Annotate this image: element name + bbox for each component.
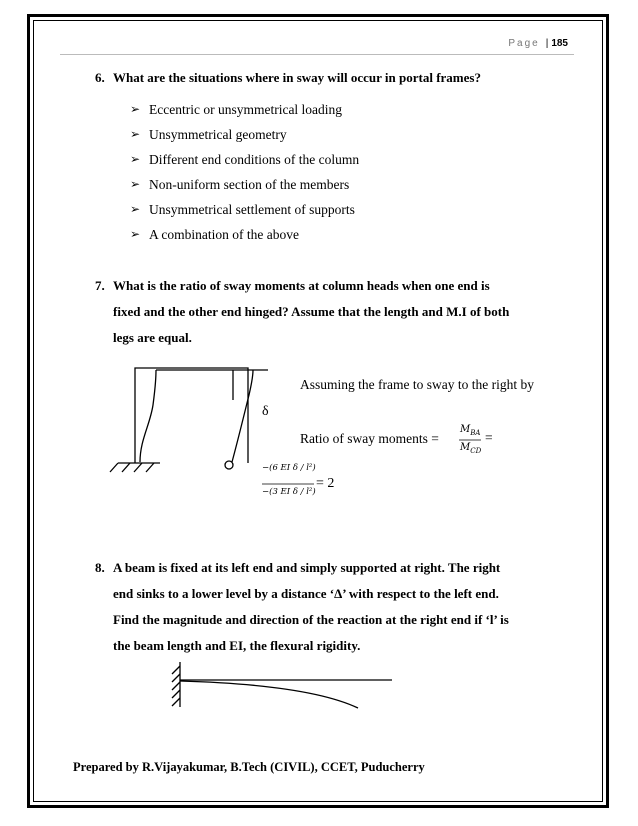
list-item: ➢ Eccentric or unsymmetrical loading <box>130 97 359 122</box>
page-separator: | <box>545 38 549 49</box>
footer-credit: Prepared by R.Vijayakumar, B.Tech (CIVIL), CCET, Puducherry <box>73 760 425 774</box>
page-word: Page <box>508 38 540 49</box>
q7-numerator: −(6 EI δ / l²) <box>262 463 316 473</box>
q8-line-4: the beam length and EI, the flexural rigidity. <box>113 638 361 653</box>
beam-diagram <box>172 662 392 708</box>
q8-line-3: Find the magnitude and direction of the reaction at the right end if ‘l’ is <box>113 612 509 627</box>
q7-line-3: legs are equal. <box>113 330 192 345</box>
q7-mba: $M_{BA}$ <box>460 424 481 437</box>
list-item: ➢ Unsymmetrical geometry <box>130 122 359 147</box>
list-item: ➢ A combination of the above <box>130 222 359 247</box>
q8-line-1: A beam is fixed at its left end and simply supported at right. The right <box>113 560 501 575</box>
q7-denominator: −(3 EI δ / l²) <box>262 487 316 497</box>
q8-line-2: end sinks to a lower level by a distance ‘Δ’ with respect to the left end. <box>113 586 499 601</box>
q6-text: What are the situations where in sway will occur in portal frames? <box>113 70 481 85</box>
q7-line-2: fixed and the other end hinged? Assume that the length and M.I of both <box>113 304 510 319</box>
q7-delta-symbol: δ <box>262 404 269 419</box>
q7-line-1: What is the ratio of sway moments at column heads when one end is <box>113 278 490 293</box>
list-item: ➢ Non-uniform section of the members <box>130 172 359 197</box>
beam-deflected-curve <box>180 681 358 708</box>
frame-deflected-left <box>140 370 156 462</box>
list-item: ➢ Different end conditions of the column <box>130 147 359 172</box>
portal-frame-diagram <box>110 368 268 472</box>
q7-ratio-label: Ratio of sway moments = <box>300 431 439 446</box>
q7-equals: = <box>485 430 493 445</box>
page-number: 185 <box>551 38 568 49</box>
frame-original <box>135 368 248 463</box>
q8-number: 8. <box>95 560 105 575</box>
list-item: ➢ Unsymmetrical settlement of supports <box>130 197 359 222</box>
q7-assume-text: Assuming the frame to sway to the right by <box>300 377 534 392</box>
q6-number: 6. <box>95 70 105 85</box>
hinge-support <box>225 461 233 469</box>
q7-number: 7. <box>95 278 105 293</box>
q7-mcd: $M_{CD}$ <box>460 442 482 455</box>
q7-result: = 2 <box>316 476 335 491</box>
frame-deflected-right <box>232 370 253 462</box>
